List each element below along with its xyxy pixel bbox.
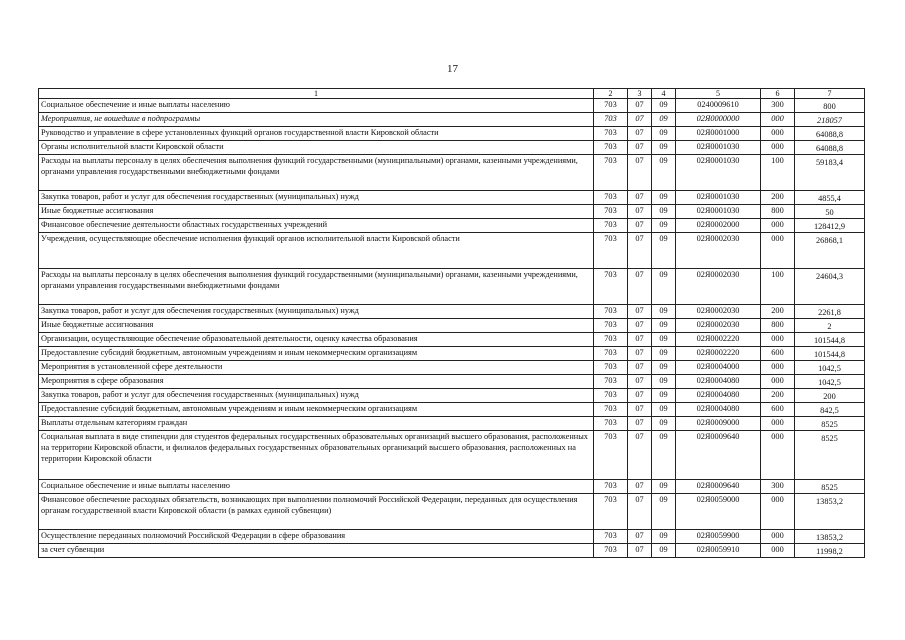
subsection-cell: 09 [652,494,676,530]
section-cell: 07 [628,389,652,403]
expense-type-cell: 000 [761,544,795,558]
table-row [39,205,865,219]
column-header: 2 [594,89,628,99]
target-article-cell: 02Я0004000 [676,361,761,375]
target-article-cell: 02Я0001030 [676,155,761,191]
section-cell: 07 [628,544,652,558]
target-article-cell: 02Я0004080 [676,389,761,403]
subsection-cell: 09 [652,113,676,127]
section-cell: 07 [628,113,652,127]
subsection-cell: 09 [652,233,676,269]
table-row [39,347,865,361]
table-row [39,417,865,431]
amount-cell: 64088,8 [795,127,865,141]
table-row [39,375,865,389]
table-row [39,99,865,113]
column-header: 4 [652,89,676,99]
amount-cell: 50 [795,205,865,219]
subsection-cell: 09 [652,361,676,375]
code-cell: 703 [594,305,628,319]
amount-cell: 2 [795,319,865,333]
amount-cell: 24604,3 [795,269,865,305]
subsection-cell: 09 [652,219,676,233]
amount-cell: 26868,1 [795,233,865,269]
code-cell: 703 [594,113,628,127]
expense-type-cell: 200 [761,305,795,319]
section-cell: 07 [628,431,652,480]
expense-type-cell: 000 [761,127,795,141]
column-number-row [39,89,865,99]
target-article-cell: 02Я0002030 [676,319,761,333]
section-cell: 07 [628,347,652,361]
table-row [39,219,865,233]
row-description: Мероприятия в сфере образования [39,375,594,389]
column-header: 7 [795,89,865,99]
code-cell: 703 [594,99,628,113]
table-row [39,319,865,333]
expense-type-cell: 000 [761,361,795,375]
section-cell: 07 [628,155,652,191]
amount-cell: 200 [795,389,865,403]
section-cell: 07 [628,480,652,494]
row-description: за счет субвенции [39,544,594,558]
target-article-cell: 02Я0002000 [676,219,761,233]
row-description: Предоставление субсидий бюджетным, автономным учреждениям и иным некоммерческим организациям [39,403,594,417]
code-cell: 703 [594,389,628,403]
expense-type-cell: 000 [761,375,795,389]
subsection-cell: 09 [652,305,676,319]
subsection-cell: 09 [652,269,676,305]
code-cell: 703 [594,141,628,155]
expense-type-cell: 200 [761,389,795,403]
code-cell: 703 [594,269,628,305]
table-row [39,494,865,530]
expense-type-cell: 600 [761,403,795,417]
row-description: Закупка товаров, работ и услуг для обеспечения государственных (муниципальных) нужд [39,305,594,319]
subsection-cell: 09 [652,99,676,113]
subsection-cell: 09 [652,375,676,389]
table-row [39,361,865,375]
column-header: 6 [761,89,795,99]
amount-cell: 101544,8 [795,333,865,347]
amount-cell: 4855,4 [795,191,865,205]
expense-type-cell: 000 [761,417,795,431]
column-header: 3 [628,89,652,99]
code-cell: 703 [594,347,628,361]
subsection-cell: 09 [652,417,676,431]
section-cell: 07 [628,530,652,544]
section-cell: 07 [628,333,652,347]
expense-type-cell: 000 [761,113,795,127]
table-row [39,403,865,417]
expense-type-cell: 000 [761,530,795,544]
subsection-cell: 09 [652,389,676,403]
code-cell: 703 [594,205,628,219]
target-article-cell: 02Я0009640 [676,480,761,494]
table-row [39,269,865,305]
expense-type-cell: 000 [761,141,795,155]
expense-type-cell: 000 [761,431,795,480]
table-row [39,141,865,155]
table-row [39,389,865,403]
code-cell: 703 [594,480,628,494]
page-number: 17 [447,63,458,75]
row-description: Мероприятия в установленной сфере деятельности [39,361,594,375]
target-article-cell: 02Я0001030 [676,191,761,205]
section-cell: 07 [628,305,652,319]
table-row [39,155,865,191]
amount-cell: 218057 [795,113,865,127]
row-description: Социальное обеспечение и иные выплаты населению [39,480,594,494]
code-cell: 703 [594,361,628,375]
expense-type-cell: 000 [761,333,795,347]
section-cell: 07 [628,233,652,269]
target-article-cell: 02Я0002030 [676,305,761,319]
target-article-cell: 02Я0001030 [676,141,761,155]
amount-cell: 101544,8 [795,347,865,361]
section-cell: 07 [628,191,652,205]
expense-type-cell: 800 [761,319,795,333]
row-description: Финансовое обеспечение деятельности областных государственных учреждений [39,219,594,233]
code-cell: 703 [594,319,628,333]
row-description: Иные бюджетные ассигнования [39,205,594,219]
target-article-cell: 02Я0004080 [676,403,761,417]
column-header: 5 [676,89,761,99]
subsection-cell: 09 [652,191,676,205]
target-article-cell: 02Я0002030 [676,233,761,269]
expense-type-cell: 200 [761,191,795,205]
row-description: Расходы на выплаты персоналу в целях обеспечения выполнения функций государственными (муниципальными) органами, казенными учреждениями, органами управления государственными внебюджетными фондами [39,269,594,305]
expense-type-cell: 300 [761,99,795,113]
target-article-cell: 02Я0059900 [676,530,761,544]
amount-cell: 64088,8 [795,141,865,155]
table-row [39,333,865,347]
code-cell: 703 [594,219,628,233]
target-article-cell: 02Я0004080 [676,375,761,389]
row-description: Руководство и управление в сфере установленных функций органов государственной власти Кировской области [39,127,594,141]
amount-cell: 8525 [795,431,865,480]
table-row [39,233,865,269]
row-description: Предоставление субсидий бюджетным, автономным учреждениям и иным некоммерческим организациям [39,347,594,361]
section-cell: 07 [628,99,652,113]
row-description: Органы исполнительной власти Кировской области [39,141,594,155]
amount-cell: 8525 [795,417,865,431]
row-description: Закупка товаров, работ и услуг для обеспечения государственных (муниципальных) нужд [39,389,594,403]
code-cell: 703 [594,375,628,389]
target-article-cell: 02Я0059000 [676,494,761,530]
section-cell: 07 [628,403,652,417]
table-row [39,127,865,141]
amount-cell: 8525 [795,480,865,494]
row-description: Расходы на выплаты персоналу в целях обеспечения выполнения функций государственными (муниципальными) органами, казенными учреждениями, органами управления государственными внебюджетными фондами [39,155,594,191]
section-cell: 07 [628,205,652,219]
table-row [39,191,865,205]
section-cell: 07 [628,361,652,375]
target-article-cell: 02Я0059910 [676,544,761,558]
section-cell: 07 [628,417,652,431]
expense-type-cell: 100 [761,155,795,191]
subsection-cell: 09 [652,431,676,480]
row-description: Социальное обеспечение и иные выплаты населению [39,99,594,113]
code-cell: 703 [594,233,628,269]
section-cell: 07 [628,494,652,530]
subsection-cell: 09 [652,205,676,219]
amount-cell: 800 [795,99,865,113]
subsection-cell: 09 [652,155,676,191]
expense-type-cell: 100 [761,269,795,305]
subsection-cell: 09 [652,480,676,494]
code-cell: 703 [594,191,628,205]
target-article-cell: 02Я0002220 [676,347,761,361]
subsection-cell: 09 [652,141,676,155]
section-cell: 07 [628,319,652,333]
table-row [39,305,865,319]
subsection-cell: 09 [652,544,676,558]
section-cell: 07 [628,127,652,141]
amount-cell: 1042,5 [795,361,865,375]
amount-cell: 842,5 [795,403,865,417]
amount-cell: 11998,2 [795,544,865,558]
section-cell: 07 [628,269,652,305]
target-article-cell: 02Я0009000 [676,417,761,431]
amount-cell: 128412,9 [795,219,865,233]
section-cell: 07 [628,141,652,155]
target-article-cell: 0240009610 [676,99,761,113]
row-description: Социальная выплата в виде стипендии для студентов федеральных государственных образовательных организаций высшего образования, расположенных на территории Кировской области, и филиалов федеральных государственных образовательных организаций высшего образования, расположенных на территории Кировской области [39,431,594,480]
code-cell: 703 [594,127,628,141]
amount-cell: 13853,2 [795,530,865,544]
table-row [39,544,865,558]
target-article-cell: 02Я0000000 [676,113,761,127]
code-cell: 703 [594,333,628,347]
target-article-cell: 02Я0001030 [676,205,761,219]
row-description: Иные бюджетные ассигнования [39,319,594,333]
code-cell: 703 [594,155,628,191]
target-article-cell: 02Я0009640 [676,431,761,480]
section-cell: 07 [628,375,652,389]
subsection-cell: 09 [652,127,676,141]
subsection-cell: 09 [652,530,676,544]
section-cell: 07 [628,219,652,233]
expense-type-cell: 600 [761,347,795,361]
expense-type-cell: 800 [761,205,795,219]
expense-type-cell: 000 [761,233,795,269]
amount-cell: 13853,2 [795,494,865,530]
row-description: Закупка товаров, работ и услуг для обеспечения государственных (муниципальных) нужд [39,191,594,205]
table-row [39,113,865,127]
code-cell: 703 [594,544,628,558]
row-description: Учреждения, осуществляющие обеспечение исполнения функций органов исполнительной власти Кировской области [39,233,594,269]
target-article-cell: 02Я0002220 [676,333,761,347]
subsection-cell: 09 [652,319,676,333]
expense-type-cell: 000 [761,219,795,233]
row-description: Финансовое обеспечение расходных обязательств, возникающих при выполнении полномочий Российской Федерации, переданных для осуществления органам государственной власти Кировской области (в рамках единой субвенции) [39,494,594,530]
target-article-cell: 02Я0002030 [676,269,761,305]
code-cell: 703 [594,403,628,417]
table-row [39,431,865,480]
code-cell: 703 [594,530,628,544]
amount-cell: 2261,8 [795,305,865,319]
code-cell: 703 [594,431,628,480]
row-description: Организации, осуществляющие обеспечение образовательной деятельности, оценку качества образования [39,333,594,347]
amount-cell: 1042,5 [795,375,865,389]
table-row [39,480,865,494]
code-cell: 703 [594,417,628,431]
expense-type-cell: 300 [761,480,795,494]
amount-cell: 59183,4 [795,155,865,191]
expense-type-cell: 000 [761,494,795,530]
row-description: Осуществление переданных полномочий Российской Федерации в сфере образования [39,530,594,544]
row-description: Мероприятия, не вошедшие в подпрограммы [39,113,594,127]
code-cell: 703 [594,494,628,530]
column-header: 1 [39,89,594,99]
subsection-cell: 09 [652,333,676,347]
subsection-cell: 09 [652,347,676,361]
target-article-cell: 02Я0001000 [676,127,761,141]
budget-table [38,88,865,558]
row-description: Выплаты отдельным категориям граждан [39,417,594,431]
subsection-cell: 09 [652,403,676,417]
table-row [39,530,865,544]
